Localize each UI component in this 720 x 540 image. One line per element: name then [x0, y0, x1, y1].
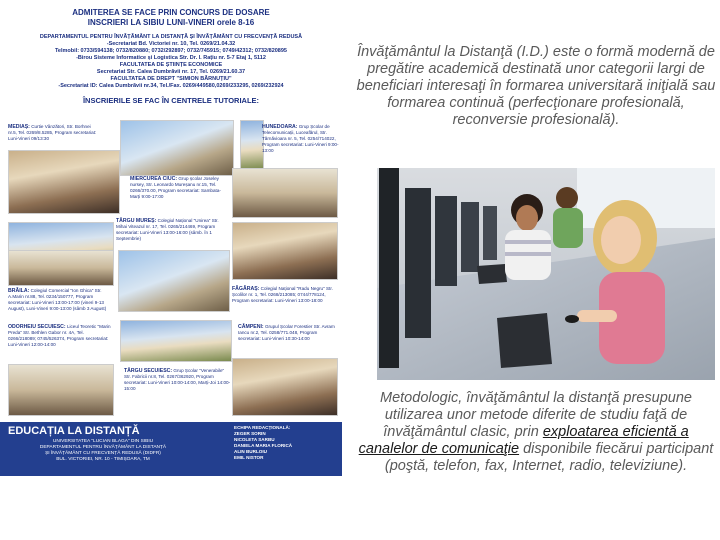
intro-paragraph: Învăţământul la Distanţă (I.D.) este o formă modernă de pregătire academică destinată unor categorii largi de beneficiari interesaţi în formarea universitară iniţială sau formarea continuă (perfecţionare profesională, reconversie profesională).: [356, 44, 716, 128]
center-photo: [118, 250, 230, 312]
credit-line: ZEGER SORIN: [234, 431, 266, 436]
center-name: CÂMPENI:: [238, 324, 264, 330]
center-photo: [232, 222, 338, 280]
center-info: Colegiul Comercial "Ion Ghica" Str. A.Marin nr.88, Tel. 0234/150777, Program secretariat: Luni-Vineri 13:00-17:00 (vineri 9-13 August), Luni-Vineri 9:00-13:00 (sâmb 3 August): [8, 288, 107, 311]
center-medias: [8, 124, 100, 142]
poster-dept-line: -Birou Sisteme Informatice și Logistica Str. Dr. I. Rațiu nr. 5-7 Etaj 1, 5112: [76, 55, 266, 61]
computer-lab-illustration: [377, 168, 715, 380]
center-info: Grup școlar Joseley nursey, Str. Leonardo Mureșanu nr.15, Tel. 0266/370.00, Program secretariat: Sambata-Marți 9:00-17:00: [130, 176, 221, 199]
methodology-paragraph: [352, 390, 720, 475]
center-targu-mures: [116, 218, 220, 242]
center-fagaras: [232, 286, 338, 304]
credit-line: DANIELA MARIA FLORICĂ: [234, 443, 293, 448]
center-name: TÂRGU SECUIESC:: [124, 368, 173, 374]
center-photo: [240, 120, 264, 170]
center-name: HUNEDOARA:: [262, 124, 298, 130]
footer-line: ȘI ÎNVĂȚĂMÂNT CU FRECVENȚĂ REDUSĂ (DIDFR): [45, 451, 161, 456]
center-hunedoara: [262, 124, 340, 154]
center-campeni: [238, 324, 338, 342]
center-info: Grup Școlar "Venerabile" Str. Fabricii nr.8, Tel. 0267/362920, Program secretariat: Luni-Vineri 10:00-14:00, Marți-Joi 14:00-15:00: [124, 368, 231, 391]
center-name: ODORHEIU SECUIESC:: [8, 324, 66, 330]
methodology-text-start: Metodologic, învăţământul la distanţă presupune utilizarea unor metode diferite de studiu faţă de învăţământul clasic, prin: [380, 390, 692, 440]
poster-dept-line: -Secretariat ID: Calea Dumbrăvii nr.34, Tel./Fax. 0269/449580,0269/233295, 0269/232924: [58, 83, 284, 89]
center-name: MIERCUREA CIUC:: [130, 176, 178, 182]
communication-channels-link[interactable]: exploatarea eficientă a canalelor de comunicaţie: [358, 424, 689, 457]
footer-line: BUL. VICTORIEI, NR. 10 - TIMIȘOARA, TM: [56, 457, 150, 462]
footer-line: UNIVERSITATEA "LUCIAN BLAGA" DIN SIBIU: [52, 439, 154, 444]
credit-line: ECHIPA REDACȚIONALĂ:: [234, 425, 291, 430]
computer-lab-photo: [377, 168, 715, 380]
admission-poster: [0, 0, 342, 540]
center-info: Grupul Școlar Forestier Str. Avram Iancu nr.2, Tel. 0258/771.048, Program secretariat: Luni-Vineri 10:30-14:00: [238, 324, 335, 341]
center-info: Grup Școlar de Telecomunicații, Luceafărul, Str. Tărnăvioara nr. 5, Tel. 0254/714022, Program secretariat: Luni-Vineri 9:00-13:00: [262, 124, 339, 153]
center-braila: [8, 288, 114, 312]
poster-header: [0, 8, 342, 90]
credit-line: ALIN BURLOIU: [234, 449, 267, 454]
center-miercurea-ciuc: [130, 176, 222, 200]
center-photo: [120, 120, 234, 176]
center-photo: [120, 320, 232, 362]
poster-dept-line: DEPARTAMENTUL PENTRU ÎNVĂȚĂMÂNT LA DISTANȚĂ ȘI ÎNVĂȚĂMÂNT CU FRECVENȚĂ REDUSĂ: [39, 34, 303, 40]
center-name: FĂGĂRAȘ:: [232, 286, 260, 292]
center-targu-secuiesc: [124, 368, 232, 392]
poster-head-line-2: INSCRIERI LA SIBIU LUNI-VINERI orele 8-16: [87, 18, 255, 27]
center-photo: [8, 150, 120, 214]
credit-line: NICOLETA SARBU: [234, 437, 275, 442]
poster-footer-address: [8, 439, 198, 463]
center-name: TÂRGU MUREȘ:: [116, 218, 157, 224]
center-photo: [232, 358, 338, 416]
center-info: Curtie Vânzători, Str. Borhnei nr.5, Tel. 0269/8.5285, Program secretariat: Luni-Vineri 09/13:30: [8, 124, 97, 141]
poster-dept-line: Telmobil: 0733/594138; 0732/820880; 0732/292897; 0732/745915; 0749/42312; 0732/820895: [54, 48, 287, 54]
center-odorheiu-secuiesc: [8, 324, 112, 348]
poster-footer: [0, 422, 342, 476]
poster-dept-line: Secretariat Str. Calea Dumbrăvii nr. 17, Tel. 0269/21.60.37: [96, 69, 246, 75]
center-info: Colegiul Național "Unirea" Str. Mihai Viteazul nr. 17, Tel. 0265/214469, Program secretariat: Luni-Vineri 13:00-16:00 (sâmb. în 1 Septembrie): [116, 218, 219, 241]
credit-line: EMIL NISTOR: [234, 455, 264, 460]
poster-dept-line: FACULTATEA DE ȘTIINȚE ECONOMICE: [119, 62, 223, 68]
poster-dept-line: FACULTATEA DE DREPT "SIMION BĂRNUȚIU": [110, 76, 232, 82]
poster-dept-line: -Secretariat Bd. Victoriei nr. 10, Tel. 0269/21.04.32: [106, 41, 236, 47]
center-info: Liceul Teoretic "Marin Preda" Str. Bethlen Gabor nr. 4A, Tel. 0266/218089; 0745/526374, Program secretariat: Luni-Vineri 12:00-14:00: [8, 324, 111, 347]
tutorial-centers-title: ÎNSCRIERILE SE FAC ÎN CENTRELE TUTORIALE:: [82, 96, 260, 105]
center-name: BRĂILA:: [8, 288, 30, 294]
poster-head-line-1: ADMITEREA SE FACE PRIN CONCURS DE DOSARE: [72, 8, 270, 17]
center-photo: [8, 364, 114, 416]
poster-footer-title: EDUCAȚIA LA DISTANȚĂ: [8, 425, 140, 437]
center-info: Colegiul Național "Radu Negru" Str. Școlilor nr. 1, Tel. 0268/213085; 0744/778124, Program secretariat: Luni-Vineri 13:00-18:00: [232, 286, 333, 303]
footer-line: DEPARTAMENTUL PENTRU ÎNVĂȚĂMÂNT LA DISTANȚĂ: [39, 445, 167, 450]
center-name: MEDIAȘ:: [8, 124, 30, 130]
center-photo: [232, 168, 338, 218]
poster-footer-credits: [234, 425, 292, 461]
methodology-text-end: disponibile fiecărui participant (poştă, telefon, fax, Internet, radio, televiziune).: [384, 441, 714, 474]
center-photo: [8, 250, 114, 286]
